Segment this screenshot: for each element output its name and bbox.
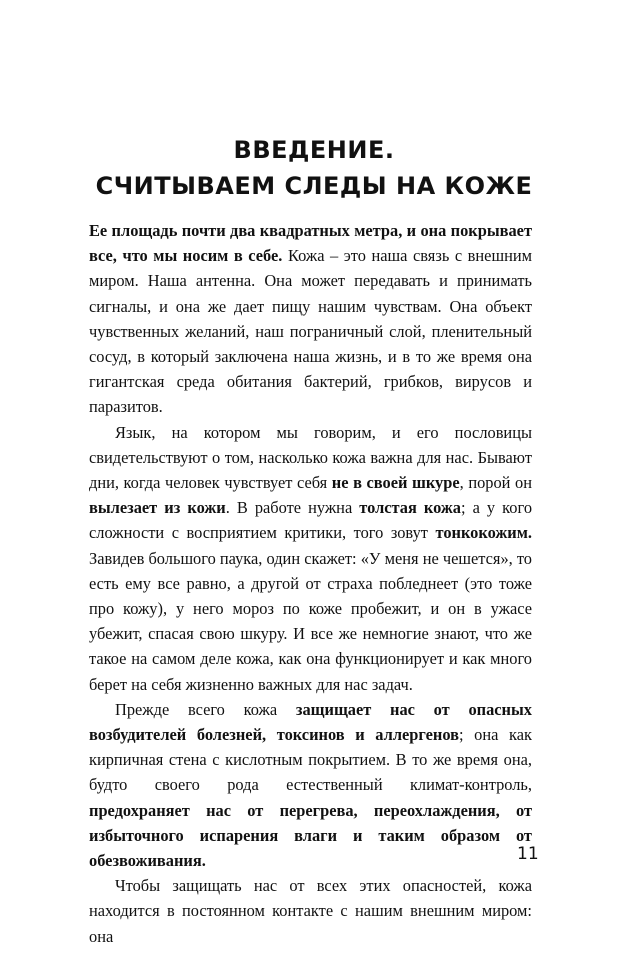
paragraph-2 [89,420,532,697]
text-run: . В работе нужна [225,498,360,518]
text-run: ; она как кирпичная стена с кислотным покрытием. В то же время она, будто своего рода естественный климат-контроль, [89,725,532,795]
bold-text: защищает нас от опасных возбудителей болезней, токсинов и аллергенов [89,699,532,745]
bold-text: толстая кожа [359,498,462,518]
page-number: 11 [517,844,539,864]
bold-text: не в своей шкуре [331,473,460,493]
text-run: Завидев большого паука, один скажет: «У меня не чешется», то есть ему все равно, а другой от страха побледнеет (это тоже про кожу), у него мороз по коже пробежит, и он в ужасе убежит, спасая свою шкуру. И все же немногие знают, что же такое на самом деле кожа, как она функционирует и как много берет на себя жизненно важных для нас задач. [89,548,532,694]
bold-text: предохраняет нас от перегрева, переохлаждения, от избыточного испарения влаги и таким образом от обезвоживания. [89,800,532,871]
text-run: Прежде всего кожа [115,699,296,719]
bold-text: тонкокожим. [435,523,532,543]
bold-text: Ее площадь почти два квадратных метра, и она покрывает все, что мы носим в себе. [89,221,532,266]
paragraph-3 [89,697,532,873]
chapter-title [0,132,628,204]
text-run: ; а у кого сложности с восприятием критики, того зовут [89,498,533,543]
paragraph-4 [89,873,532,949]
text-run: Чтобы защищать нас от всех этих опасностей, кожа находится в постоянном контакте с нашим внешним миром: она [89,876,532,946]
chapter-title-line-1: ВВЕДЕНИЕ. [233,136,395,165]
body-text [89,218,532,949]
bold-text: вылезает из кожи [89,498,226,518]
text-run: Язык, на котором мы говорим, и его пословицы свидетельствуют о том, насколько кожа важна для нас. Бывают дни, когда человек чувствует себя [89,422,532,493]
text-run: Кожа – это наша связь с внешним миром. Наша антенна. Она может передавать и принимать сигналы, и она же дает пищу нашим чувствам. Она объект чувственных желаний, наш пограничный слой, пленительный сосуд, в который заключена наша жизнь, и в то же время она гигантская среда обитания бактерий, грибков, вирусов и паразитов. [89,246,532,417]
paragraph-1 [89,218,532,420]
text-run: , порой он [459,473,532,493]
chapter-title-line-2: СЧИТЫВАЕМ СЛЕДЫ НА КОЖЕ [95,172,533,201]
